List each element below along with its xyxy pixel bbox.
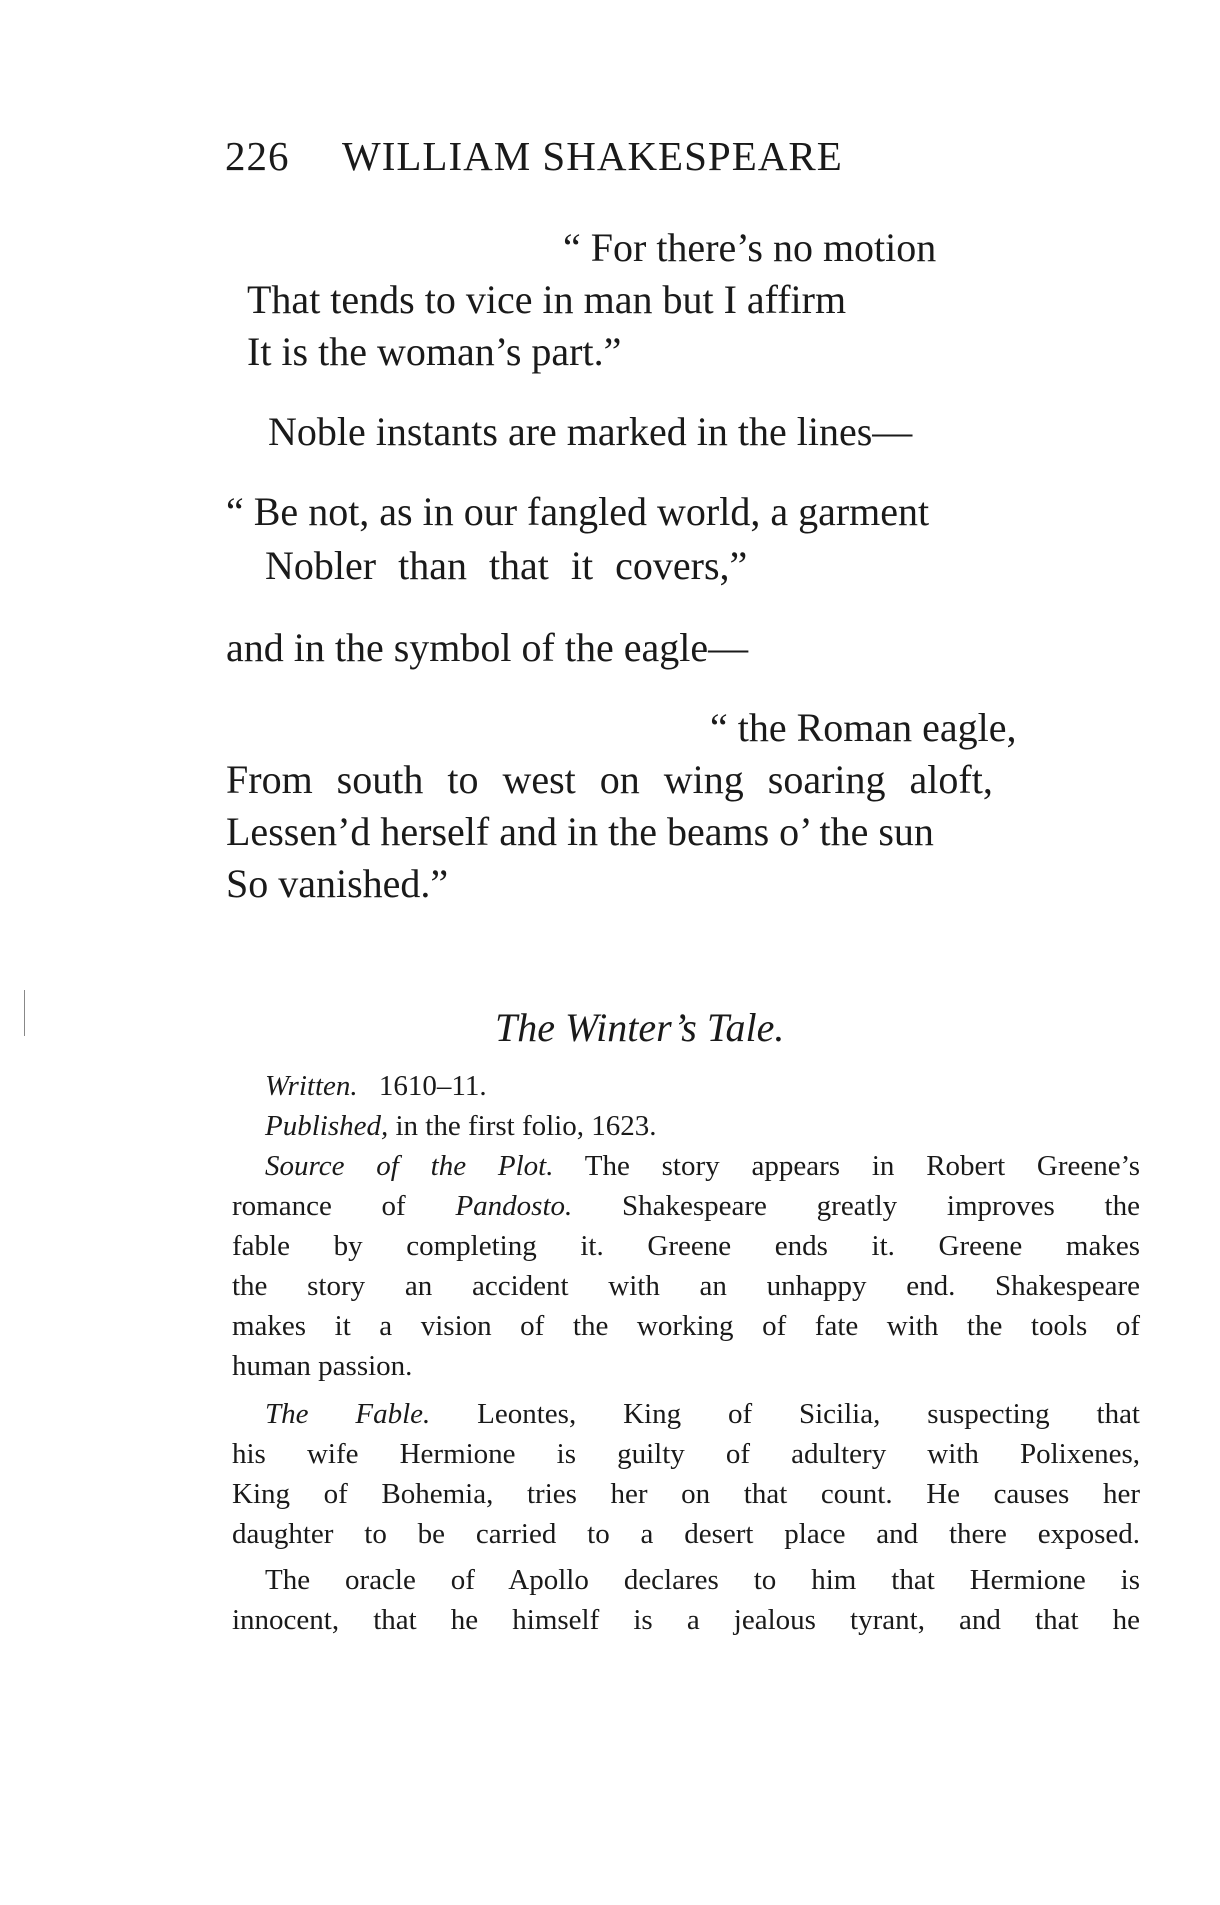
published-line — [265, 1112, 656, 1141]
verse-line: So vanished.” — [226, 861, 449, 906]
verse-line: It is the woman’s part.” — [247, 329, 622, 374]
margin-mark — [24, 990, 25, 1036]
fable-line: his wife Hermione is guilty of adultery with Polixenes, — [232, 1438, 1140, 1470]
verse-line: “ the Roman eagle, — [710, 705, 1017, 750]
source-title-ref: Pandosto. — [455, 1190, 573, 1222]
source-line — [232, 1192, 1140, 1221]
page-number: 226 — [225, 133, 290, 179]
source-text: The story appears in Robert Greene’s — [584, 1150, 1140, 1182]
section-title: The Winter’s Tale. — [495, 1005, 785, 1050]
oracle-line: innocent, that he himself is a jealous tyrant, and that he — [232, 1604, 1140, 1636]
verse-line: “ Be not, as in our fangled world, a garment — [226, 489, 930, 534]
source-line: makes it a vision of the working of fate with the tools of — [232, 1310, 1140, 1342]
page-header — [225, 132, 843, 180]
source-line: the story an accident with an unhappy end. Shakespeare — [232, 1270, 1140, 1302]
verse-line: Nobler than that it covers,” — [265, 543, 748, 588]
fable-text: Leontes, King of Sicilia, suspecting that — [477, 1398, 1140, 1430]
fable-line — [265, 1400, 1140, 1429]
prose-line: Noble instants are marked in the lines— — [268, 409, 913, 454]
source-text: Shakespeare greatly improves the — [622, 1190, 1140, 1222]
published-value: in the first folio, 1623. — [395, 1110, 657, 1142]
source-label: Source of the Plot. — [265, 1150, 554, 1182]
verse-line: Lessen’d herself and in the beams o’ the sun — [226, 809, 934, 854]
verse-line: That tends to vice in man but I affirm — [247, 277, 847, 322]
fable-line: King of Bohemia, tries her on that count. He causes her — [232, 1478, 1140, 1510]
source-line: human passion. — [232, 1350, 413, 1382]
written-value: 1610–11. — [378, 1070, 487, 1102]
oracle-line: The oracle of Apollo declares to him that Hermione is — [265, 1564, 1140, 1596]
fable-label: The Fable. — [265, 1398, 431, 1430]
prose-line: and in the symbol of the eagle— — [226, 625, 749, 670]
verse-line: From south to west on wing soaring aloft, — [226, 757, 993, 802]
source-text: romance of — [232, 1190, 406, 1222]
verse-line: “ For there’s no motion — [563, 225, 937, 270]
running-title: WILLIAM SHAKESPEARE — [342, 133, 843, 179]
fable-line: daughter to be carried to a desert place and there exposed. — [232, 1518, 1140, 1550]
source-line — [265, 1152, 1140, 1181]
source-line: fable by completing it. Greene ends it. Greene makes — [232, 1230, 1140, 1262]
written-line — [265, 1072, 487, 1101]
published-label: Published, — [265, 1110, 389, 1142]
written-label: Written. — [265, 1070, 358, 1102]
